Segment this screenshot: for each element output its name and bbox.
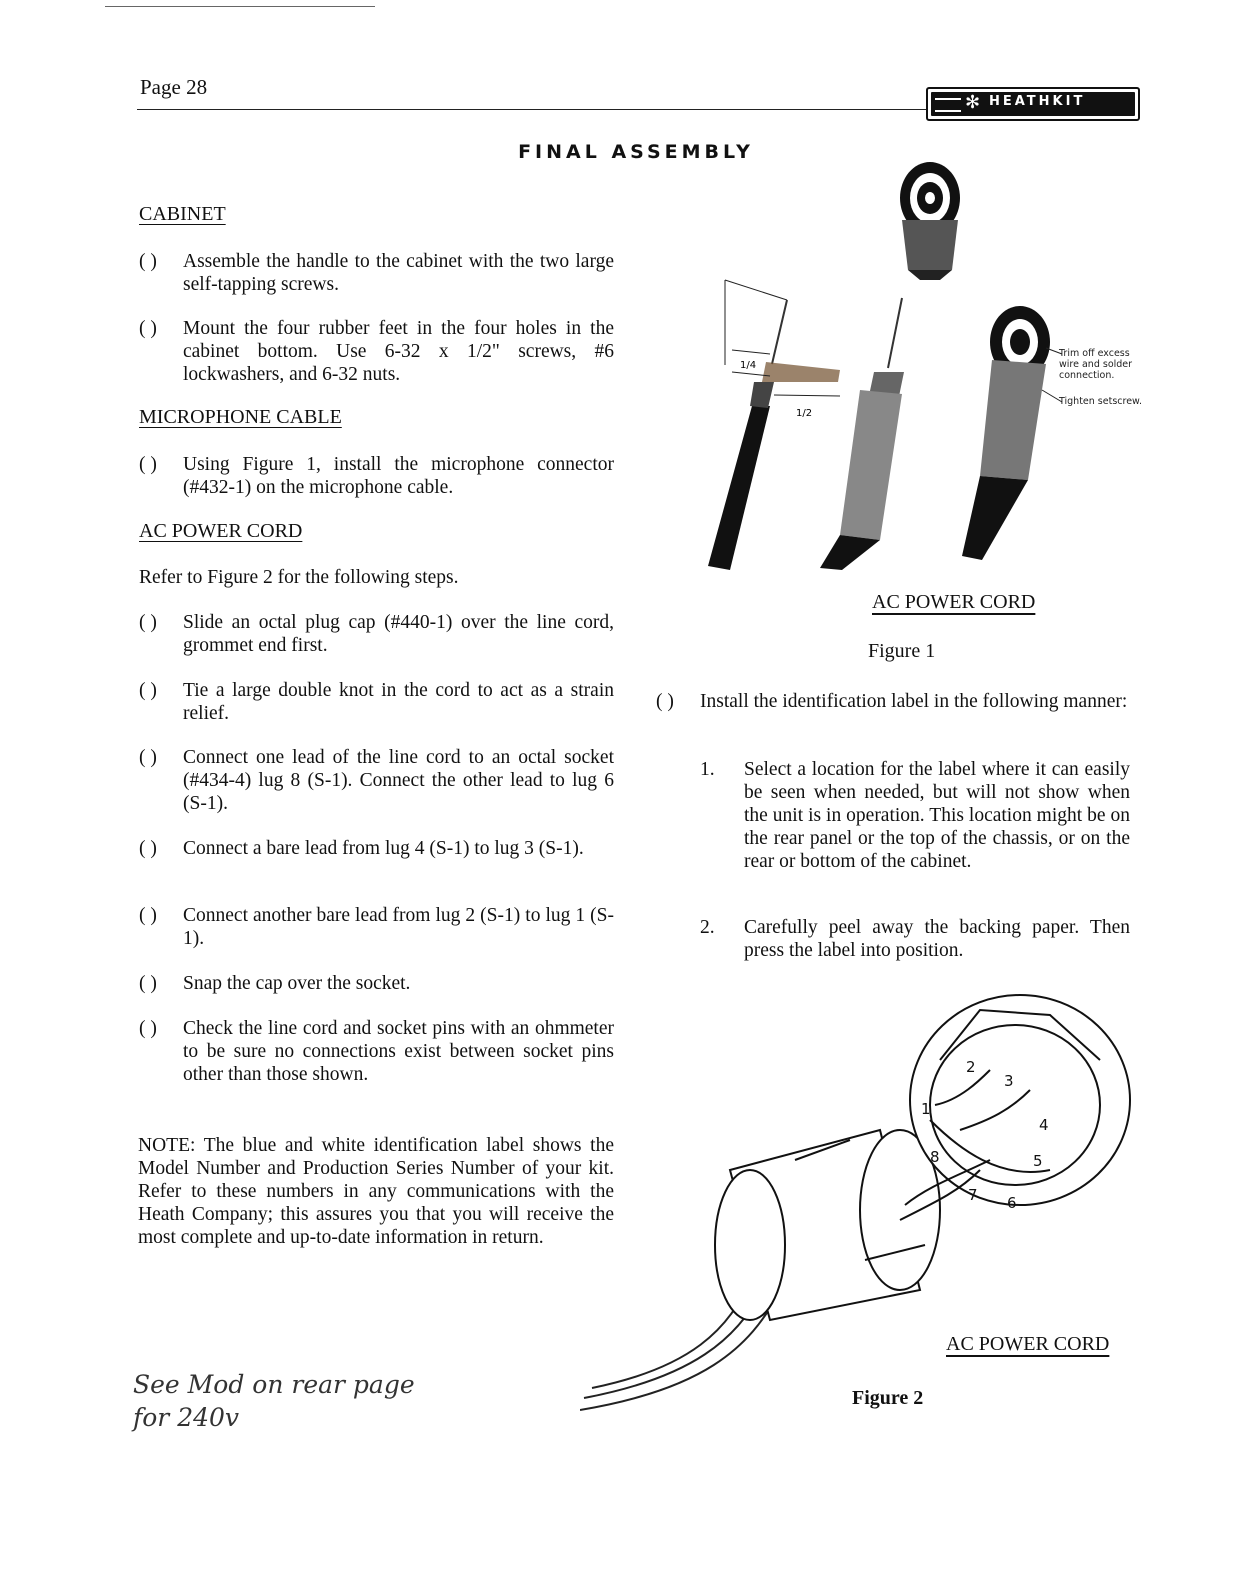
ac-step-3 bbox=[139, 746, 614, 815]
ac-step-1 bbox=[139, 611, 614, 657]
ac-step-7 bbox=[139, 1017, 614, 1086]
ac-step-4 bbox=[139, 837, 614, 860]
checkbox[interactable]: ( ) bbox=[139, 251, 157, 272]
pin-label-8: 8 bbox=[930, 1148, 940, 1166]
step-text: Check the line cord and socket pins with an ohmmeter to be sure no connections exist between socket pins other than those shown. bbox=[183, 1018, 614, 1085]
step-text: Snap the cap over the socket. bbox=[183, 973, 411, 994]
checkbox[interactable]: ( ) bbox=[139, 680, 157, 701]
pin-label-4: 4 bbox=[1039, 1116, 1049, 1134]
item-text: Carefully peel away the backing paper. Then press the label into position. bbox=[744, 917, 1130, 961]
figure-2-caption: Figure 2 bbox=[852, 1387, 924, 1409]
pin-label-6: 6 bbox=[1007, 1194, 1017, 1212]
assembled-connector-drawing bbox=[962, 306, 1062, 560]
pin-label-2: 2 bbox=[966, 1058, 976, 1076]
ac-intro: Refer to Figure 2 for the following steps. bbox=[139, 567, 459, 588]
pin-label-1: 1 bbox=[921, 1100, 931, 1118]
cabinet-heading: CABINET bbox=[139, 203, 226, 225]
ac-step-6 bbox=[139, 972, 614, 995]
handwritten-line-1: See Mod on rear page bbox=[133, 1370, 415, 1399]
pin-label-3: 3 bbox=[1004, 1072, 1014, 1090]
step-text: Assemble the handle to the cabinet with the two large self-tapping screws. bbox=[183, 251, 614, 295]
pin-label-7: 7 bbox=[968, 1186, 978, 1204]
heathkit-logo bbox=[926, 87, 1140, 121]
step-text: Tie a large double knot in the cord to act as a strain relief. bbox=[183, 680, 614, 724]
atom-icon: ✻ bbox=[965, 92, 981, 112]
pin-label-5: 5 bbox=[1033, 1152, 1043, 1170]
mic-connector-drawing bbox=[900, 162, 960, 280]
checkbox[interactable]: ( ) bbox=[139, 318, 157, 339]
step-text: Connect a bare lead from lug 4 (S-1) to lug 3 (S-1). bbox=[183, 838, 584, 859]
step-text: Mount the four rubber feet in the four holes in the cabinet bottom. Use 6-32 x 1/2" screws, #6 lockwashers, and 6-32 nuts. bbox=[183, 318, 614, 385]
mic-step-1 bbox=[139, 453, 614, 499]
figure-1-title: AC POWER CORD bbox=[872, 591, 1036, 613]
figure-1-caption: Figure 1 bbox=[868, 640, 936, 662]
header-rule bbox=[137, 109, 927, 110]
step-text: Using Figure 1, install the microphone connector (#432-1) on the microphone cable. bbox=[183, 454, 614, 498]
checkbox[interactable]: ( ) bbox=[139, 454, 157, 475]
checkbox[interactable]: ( ) bbox=[139, 838, 157, 859]
trim-annotation: Trim off excess wire and solder connection. bbox=[1059, 348, 1133, 381]
top-edge-line bbox=[105, 6, 375, 7]
cable-with-sleeve-drawing bbox=[820, 298, 904, 570]
figure-2-title: AC POWER CORD bbox=[946, 1333, 1110, 1355]
brand-name: HEATHKIT bbox=[989, 94, 1086, 109]
checkbox[interactable]: ( ) bbox=[139, 747, 157, 768]
note-paragraph: NOTE: The blue and white identification label shows the Model Number and Production Series Number of your kit. Refer to these numbers in any communications with the Heath Company; this assures you that you will receive the most complete and up-to-date information in return. bbox=[138, 1135, 614, 1248]
dim-a-label: 1/4 bbox=[740, 360, 757, 371]
step-text: Install the identification label in the following manner: bbox=[700, 691, 1128, 712]
page-title: FINAL ASSEMBLY bbox=[518, 141, 754, 163]
page-number: Page 28 bbox=[140, 75, 208, 99]
checkbox[interactable]: ( ) bbox=[139, 1018, 157, 1039]
tighten-annotation: Tighten setscrew. bbox=[1059, 396, 1142, 407]
checkbox[interactable]: ( ) bbox=[139, 905, 157, 926]
handwritten-note bbox=[133, 1368, 415, 1434]
item-number: 1. bbox=[700, 759, 715, 780]
ac-step-5 bbox=[139, 904, 614, 950]
logo-stripes-icon bbox=[935, 98, 961, 112]
dim-b-label: 1/2 bbox=[796, 408, 813, 419]
cabinet-step-1 bbox=[139, 250, 614, 296]
numbered-item-2 bbox=[700, 916, 1130, 962]
stripped-cable-drawing bbox=[708, 280, 840, 570]
mic-cable-heading: MICROPHONE CABLE bbox=[139, 406, 342, 428]
handwritten-line-2: for 240v bbox=[133, 1403, 240, 1432]
checkbox[interactable]: ( ) bbox=[139, 612, 157, 633]
ac-cord-heading: AC POWER CORD bbox=[139, 520, 303, 542]
checkbox[interactable]: ( ) bbox=[139, 973, 157, 994]
item-number: 2. bbox=[700, 917, 715, 938]
step-text: Slide an octal plug cap (#440-1) over the line cord, grommet end first. bbox=[183, 612, 614, 656]
numbered-item-1 bbox=[700, 758, 1130, 873]
item-text: Select a location for the label where it can easily be seen when needed, but will not show when the unit is in operation. This location might be on the rear panel or the top of the chassis, or on the rear or bottom of the cabinet. bbox=[744, 759, 1130, 872]
label-step bbox=[656, 690, 1131, 713]
cabinet-step-2 bbox=[139, 317, 614, 386]
plug-cap-drawing bbox=[715, 1130, 940, 1320]
step-text: Connect another bare lead from lug 2 (S-1) to lug 1 (S-1). bbox=[183, 905, 614, 949]
checkbox[interactable]: ( ) bbox=[656, 691, 674, 712]
step-text: Connect one lead of the line cord to an octal socket (#434-4) lug 8 (S-1). Connect the other lead to lug 6 (S-1). bbox=[183, 747, 614, 814]
ac-step-2 bbox=[139, 679, 614, 725]
